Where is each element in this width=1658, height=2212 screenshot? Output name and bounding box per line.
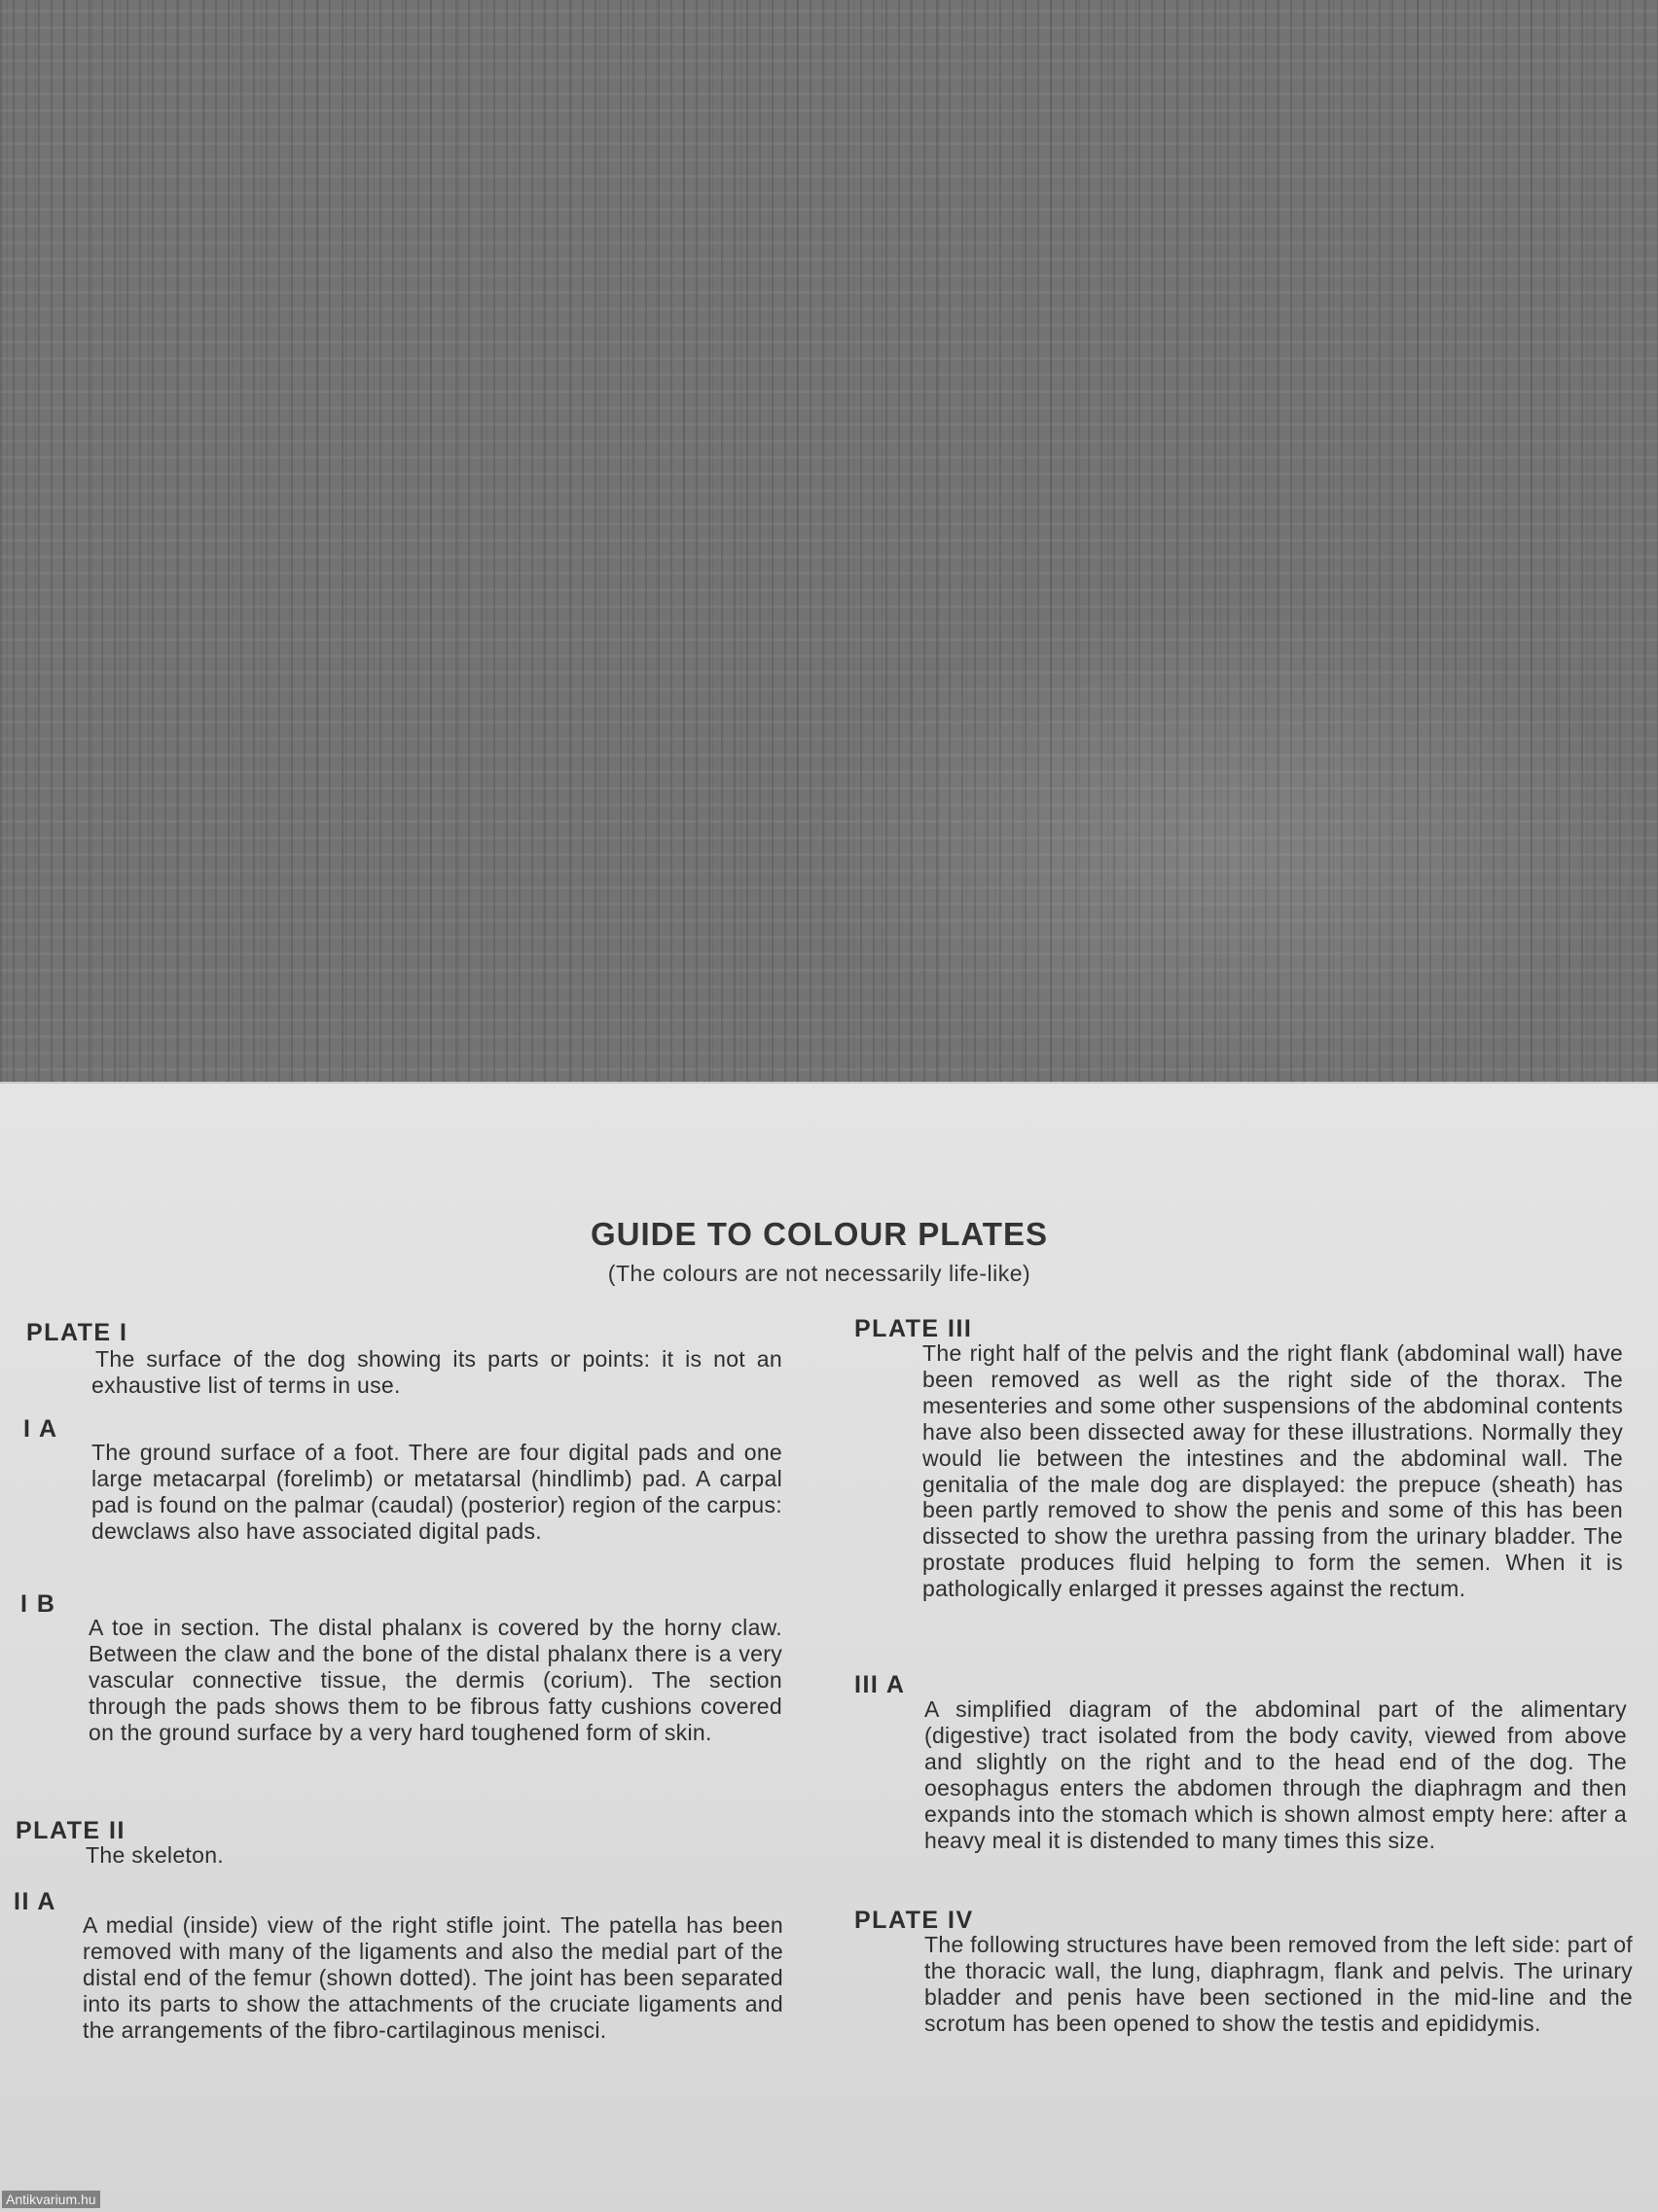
plate-4-text: The following structures have been removed from the left side: part of the thoracic wall, the lung, diaphragm, flank and pelvis. The urinary bladder and penis have been sectioned in the mid-line and the scrotum has been opened to show the testis and epididymis. <box>924 1932 1633 2036</box>
guide-page <box>0 1082 1658 2212</box>
cover-light-patch <box>798 603 1654 1089</box>
plate-3-heading: PLATE III <box>854 1315 973 1342</box>
plate-1b-heading: I B <box>20 1590 56 1618</box>
plate-1a-text: The ground surface of a foot. There are four digital pads and one large metacarpal (forelimb) or metatarsal (hindlimb) pad. A carpal pad is found on the palmar (caudal) (posterior) region of the carpus: dewclaws also have associated digital pads. <box>91 1440 782 1544</box>
plate-2a-heading: II A <box>14 1888 56 1915</box>
plate-1b-text: A toe in section. The distal phalanx is covered by the horny claw. Between the claw and the bone of the distal phalanx there is a very vascular connective tissue, the dermis (corium). The section through the pads shows them to be fibrous fatty cushions covered on the ground surface by a very hard toughened form of skin. <box>89 1615 782 1745</box>
page-title: GUIDE TO COLOUR PLATES <box>591 1216 1048 1252</box>
plate-3a-text: A simplified diagram of the abdominal part of the alimentary (digestive) tract isolated from the body cavity, viewed from above and slightly on the right and to the head end of the dog. The oesophagus enters the abdomen through the diaphragm and then expands into the stomach which is shown almost empty here: after a heavy meal it is distended to many times this size. <box>924 1696 1627 1853</box>
plate-4-heading: PLATE IV <box>854 1907 974 1934</box>
plate-1a-heading: I A <box>23 1415 58 1443</box>
watermark-label: Antikvarium.hu <box>2 2191 100 2208</box>
plate-2a-text: A medial (inside) view of the right stifle joint. The patella has been removed with many of the ligaments and also the medial part of the distal end of the femur (shown dotted). The joint has been separated into its parts to show the attachments of the cruciate ligaments and the arrangements of the fibro-cartilaginous menisci. <box>83 1912 783 2043</box>
plate-2-text: The skeleton. <box>86 1842 224 1868</box>
plate-1-text: The surface of the dog showing its parts or points: it is not an exhaustive list of terms in use. <box>91 1346 782 1398</box>
plate-3a-heading: III A <box>854 1671 906 1698</box>
plate-3-text: The right half of the pelvis and the right flank (abdominal wall) have been removed as well as the right side of the thorax. The mesenteries and some other suspensions of the abdominal contents have also been dissected away for these illustrations. Normally they would lie between the intestines and the abdominal wall. The genitalia of the male dog are displayed: the prepuce (sheath) has been partly removed to show the penis and some of this has been dissected to show the urethra passing from the urinary bladder. The prostate produces fluid helping to form the semen. When it is pathologically enlarged it presses against the rectum. <box>922 1340 1623 1602</box>
plate-2-heading: PLATE II <box>16 1817 126 1844</box>
page-subtitle: (The colours are not necessarily life-like) <box>607 1261 1031 1286</box>
cover-board <box>0 0 1658 1088</box>
plate-1-heading: PLATE I <box>26 1319 128 1346</box>
